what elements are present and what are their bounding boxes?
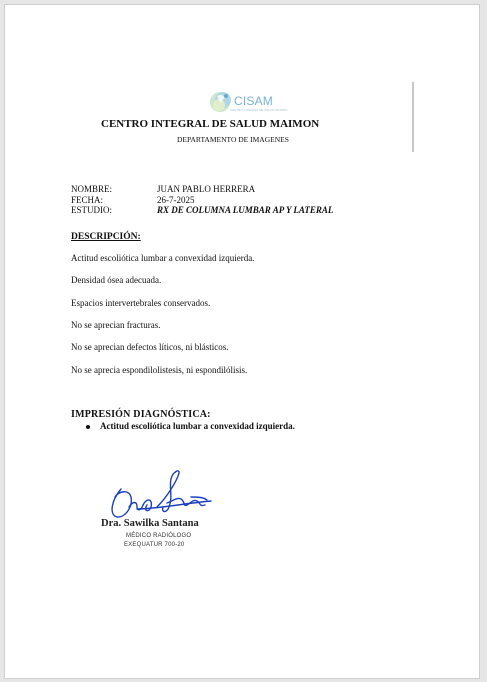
name-label: NOMBRE: (71, 184, 113, 194)
finding-item: Densidad ósea adecuada. (71, 275, 162, 285)
impression-text: Actitud escoliótica lumbar a convexidad izquierda. (100, 421, 295, 431)
finding-item: Actitud escoliótica lumbar a convexidad izquierda. (71, 253, 255, 263)
date-label: FECHA: (71, 194, 104, 205)
bullet-dot-icon (86, 425, 90, 429)
date-row (71, 195, 333, 206)
margin-line (412, 82, 414, 152)
study-row (71, 205, 333, 216)
name-value: JUAN PABLO HERRERA (157, 184, 256, 194)
finding-item: Espacios intervertebrales conservados. (71, 298, 211, 308)
finding-item: No se aprecia espondilolistesis, ni espondilólisis. (71, 365, 248, 375)
doctor-name: Dra. Sawilka Santana (101, 518, 199, 529)
impression-list (85, 421, 295, 431)
doctor-exequatur: EXEQUATUR 700-20 (124, 542, 185, 548)
name-row (71, 184, 333, 195)
document-page (4, 4, 480, 679)
description-heading: DESCRIPCIÓN: (71, 232, 141, 242)
patient-info (71, 184, 333, 216)
logo-text: CISAM (234, 94, 274, 108)
date-value: 26-7-2025 (157, 194, 195, 205)
organization-name: CENTRO INTEGRAL DE SALUD MAIMON (101, 118, 320, 130)
logo-subtext: CENTRO INTEGRAL DE SALUD MAIMON (230, 108, 288, 112)
impression-item (85, 421, 295, 431)
department-name: DEPARTAMENTO DE IMAGENES (177, 135, 289, 144)
handwritten-signature-icon (107, 467, 217, 525)
finding-item: No se aprecian fracturas. (71, 320, 161, 330)
finding-item: No se aprecian defectos líticos, ni blásticos. (71, 342, 229, 352)
doctor-title: MÉDICO RADIÓLOGO (126, 533, 192, 539)
impression-heading: IMPRESIÓN DIAGNÓSTICA: (71, 409, 211, 420)
study-value: RX DE COLUMNA LUMBAR AP Y LATERAL (157, 205, 334, 215)
study-label: ESTUDIO: (71, 205, 112, 215)
